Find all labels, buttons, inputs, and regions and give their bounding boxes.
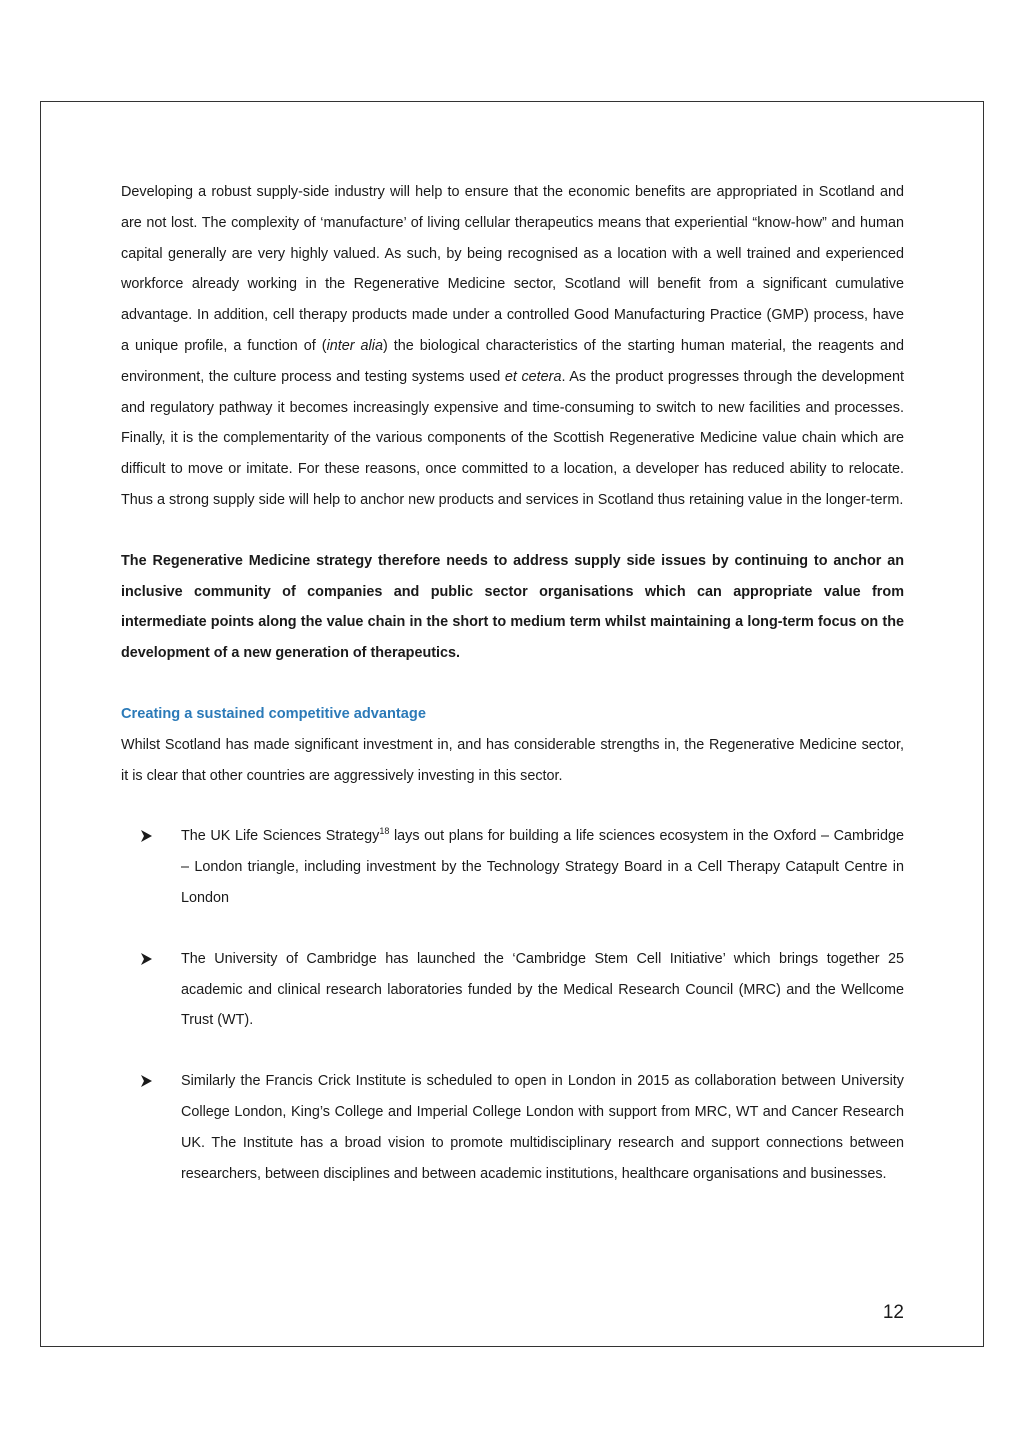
paragraph-text: . As the product progresses through the development and regulatory pathway it becomes increasingly expensive and time-consuming to switch to new facilities and processes. Finally, it is the complementarity of the various components of the Scottish Regenerative Medicine value chain which are difficult to move or imitate. For these reasons, once committed to a location, a developer has reduced ability to relocate. Thus a strong supply side will help to anchor new products and services in Scotland thus retaining value in the longer-term.	[121, 368, 904, 508]
italic-text: inter alia	[326, 337, 383, 354]
paragraph-intro: Whilst Scotland has made significant investment in, and has considerable strengths in, the Regenerative Medicine sector, it is clear that other countries are aggressively investing in this sector.	[121, 736, 904, 784]
list-item	[121, 821, 904, 913]
list-item-text: lays out plans for building a life sciences ecosystem in the Oxford – Cambridge – London triangle, including investment by the Technology Strategy Board in a Cell Therapy Catapult Centre in London	[181, 828, 904, 906]
section-heading: Creating a sustained competitive advantage	[121, 705, 426, 722]
arrow-bullet-icon	[141, 944, 153, 975]
paragraph-supply-side	[121, 177, 904, 516]
paragraph-strategy-statement: The Regenerative Medicine strategy therefore needs to address supply side issues by continuing to anchor an inclusive community of companies and public sector organisations which can appropriate value from intermediate points along the value chain in the short to medium term whilst maintaining a long-term focus on the development of a new generation of therapeutics.	[121, 552, 904, 662]
arrow-bullet-icon	[141, 821, 153, 852]
list-item	[121, 944, 904, 1036]
arrow-bullet-icon	[141, 1066, 153, 1097]
list-item-text: The University of Cambridge has launched the ‘Cambridge Stem Cell Initiative’ which brings together 25 academic and clinical research laboratories funded by the Medical Research Council (MRC) and the Wellcome Trust (WT).	[181, 950, 904, 1029]
list-item	[121, 1066, 904, 1189]
footnote-ref: 18	[379, 825, 390, 836]
page-number: 12	[882, 1302, 904, 1323]
paragraph-text: Developing a robust supply-side industry will help to ensure that the economic benefits are appropriated in Scotland and are not lost. The complexity of ‘manufacture’ of living cellular therapeutics means that experiential “know-how” and human capital generally are very highly valued. As such, by being recognised as a location with a well trained and experienced workforce already working in the Regenerative Medicine sector, Scotland will benefit from a significant cumulative advantage. In addition, cell therapy products made under a controlled Good Manufacturing Practice (GMP) process, have a unique profile, a function of (	[121, 184, 904, 354]
bullet-list	[121, 821, 904, 1189]
list-item-text: The UK Life Sciences Strategy	[181, 828, 380, 845]
document-body	[121, 177, 904, 1189]
paragraph-text: ) the biological characteristics of the starting human material, the reagents and environment, the culture process and testing systems used	[121, 337, 904, 385]
list-item-text: Similarly the Francis Crick Institute is scheduled to open in London in 2015 as collaboration between University College London, King’s College and Imperial College London with support from MRC, WT and Cancer Research UK. The Institute has a broad vision to promote multidisciplinary research and support connections between researchers, between disciplines and between academic institutions, healthcare organisations and businesses.	[181, 1073, 904, 1182]
italic-text: et cetera	[504, 368, 562, 385]
